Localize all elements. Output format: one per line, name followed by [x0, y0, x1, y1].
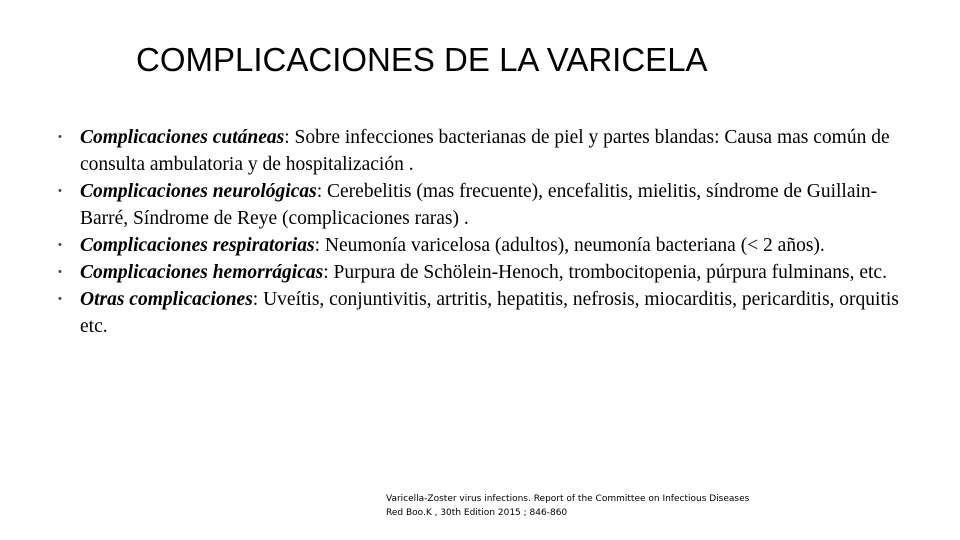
list-item-hemorrhagic	[58, 259, 918, 286]
list-item-cutaneous	[58, 124, 918, 178]
bullet-icon: •	[58, 266, 62, 278]
item-term: Complicaciones hemorrágicas	[80, 262, 324, 283]
item-separator: :	[316, 181, 323, 202]
item-term: Complicaciones respiratorias	[80, 235, 315, 256]
bullet-icon: •	[58, 239, 62, 251]
list-item-respiratory	[58, 232, 918, 259]
item-text: Uveítis, conjuntivitis, artritis, hepatitis, nefrosis, miocarditis, pericarditis, orquitis etc.	[80, 289, 899, 337]
item-text: Purpura de Schölein-Henoch, trombocitopenia, púrpura fulminans, etc.	[328, 262, 887, 283]
item-term: Otras complicaciones	[80, 289, 253, 310]
item-term: Complicaciones neurológicas	[80, 181, 317, 202]
item-text: Neumonía varicelosa (adultos), neumonía bacteriana (< 2 años).	[319, 235, 825, 256]
complications-list	[58, 124, 918, 340]
bullet-icon: •	[58, 185, 62, 197]
list-item-neurological	[58, 178, 918, 232]
item-separator: :	[252, 289, 259, 310]
reference-line-1: Varicella-Zoster virus infections. Report of the Committee on Infectious Diseases	[386, 494, 750, 504]
reference-line-2: Red Boo.K , 30th Edition 2015 ; 846-860	[386, 508, 568, 518]
item-separator: :	[323, 262, 329, 283]
reference-citation	[386, 492, 749, 520]
item-separator: :	[314, 235, 320, 256]
item-term: Complicaciones cutáneas	[80, 127, 285, 148]
slide-title: COMPLICACIONES DE LA VARICELA	[136, 41, 708, 78]
bullet-icon: •	[58, 131, 62, 143]
bullet-icon: •	[58, 293, 62, 305]
item-text: Sobre infecciones bacterianas de piel y partes blandas: Causa mas común de consulta ambulatoria y de hospitalización .	[80, 127, 890, 175]
list-item-other	[58, 286, 918, 340]
item-text: Cerebelitis (mas frecuente), encefalitis, mielitis, síndrome de Guillain-Barré, Síndrome de Reye (complicaciones raras) .	[80, 181, 878, 229]
item-separator: :	[284, 127, 290, 148]
